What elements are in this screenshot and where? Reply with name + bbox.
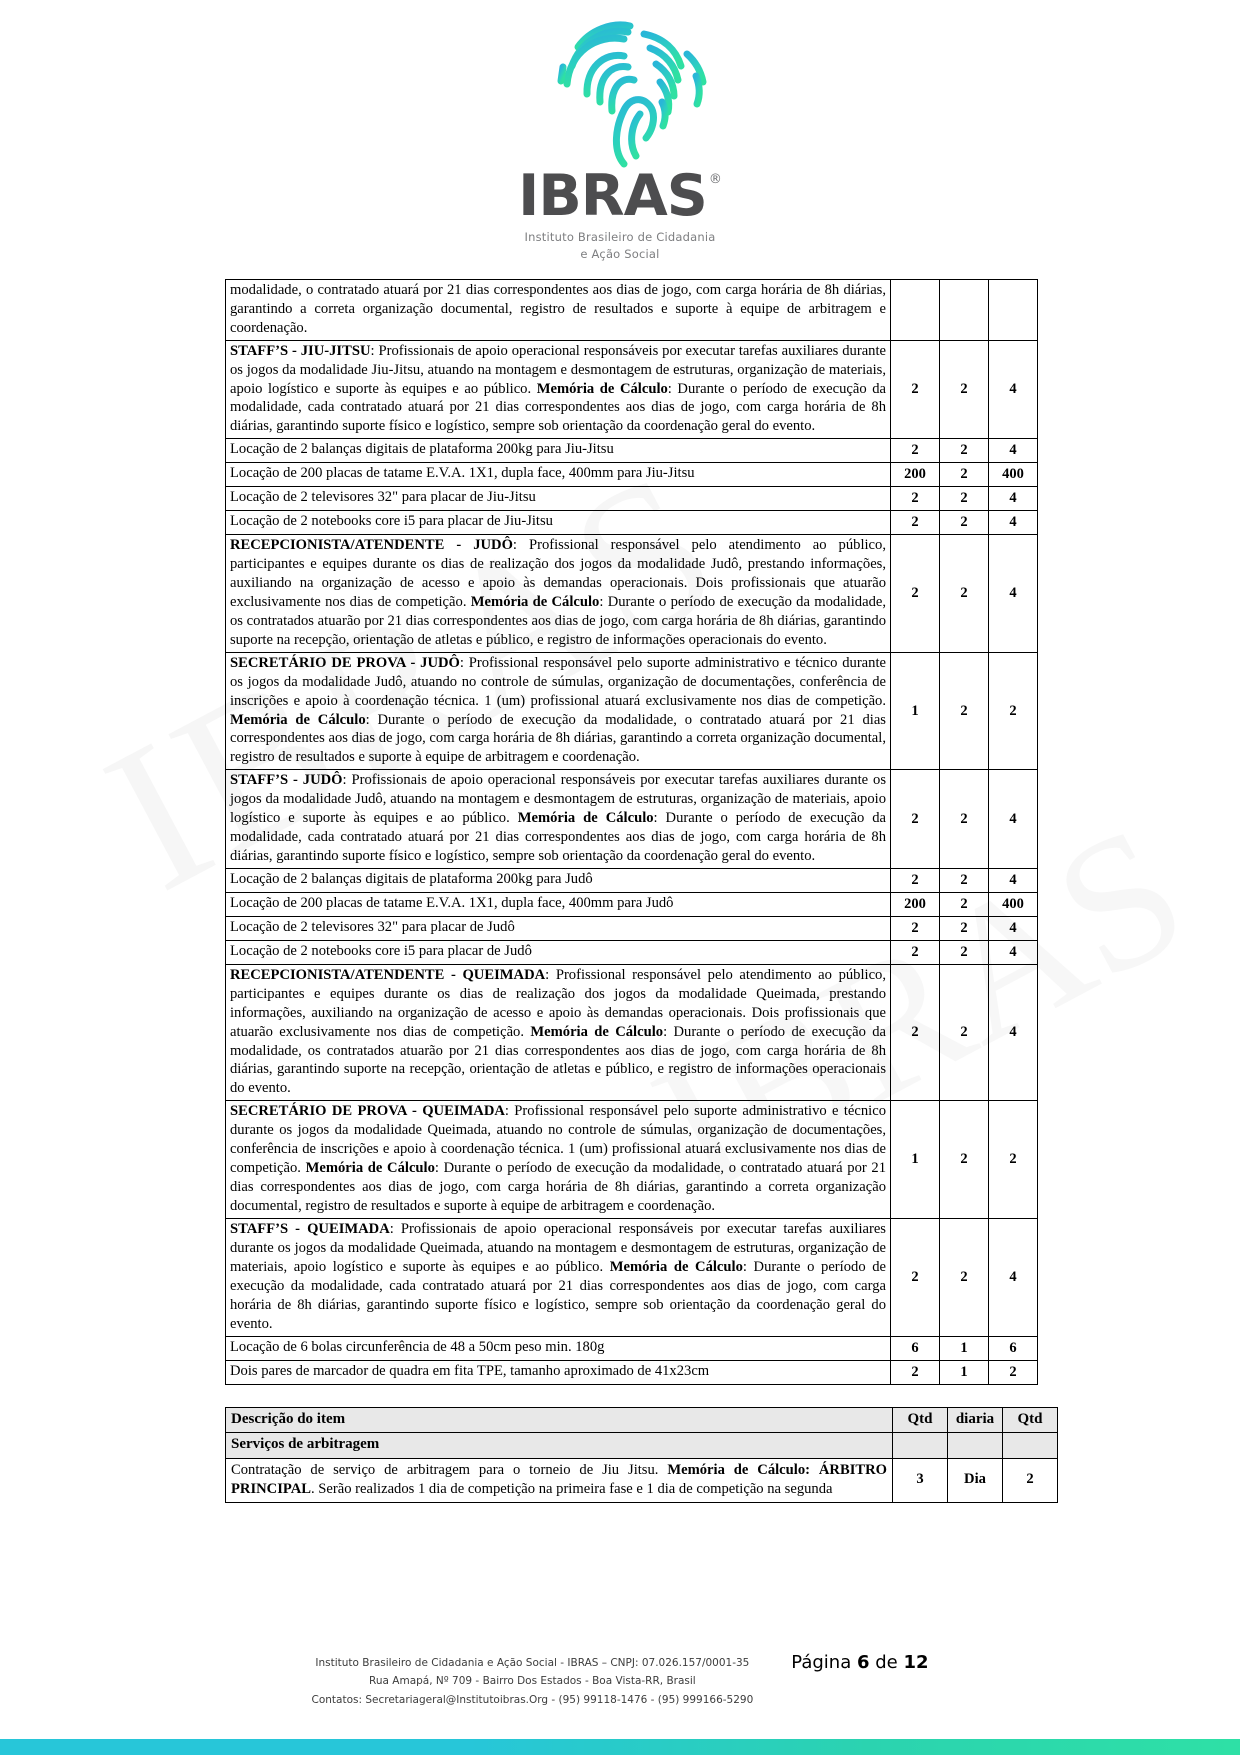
table-row (226, 340, 1038, 439)
item-description-cell: Locação de 200 placas de tatame E.V.A. 1X1, dupla face, 400mm para Jiu-Jitsu (226, 463, 891, 487)
brand-name: IBRAS (518, 163, 707, 229)
item-description-cell: Locação de 2 notebooks core i5 para placar de Jiu-Jitsu (226, 510, 891, 534)
arbitragem-table-head (226, 1407, 1058, 1433)
item-qtd-cell: 2 (891, 439, 940, 463)
page-total: 12 (903, 1651, 929, 1673)
item-description-cell: Locação de 2 balanças digitais de plataforma 200kg para Judô (226, 869, 891, 893)
table-row (226, 940, 1038, 964)
brand-subtitle-line2: e Ação Social (580, 246, 660, 261)
item-description-cell: Locação de 2 balanças digitais de plataforma 200kg para Jiu-Jitsu (226, 439, 891, 463)
item-total-cell: 4 (989, 869, 1038, 893)
item-diaria-cell: 1 (940, 1337, 989, 1361)
table-row (226, 439, 1038, 463)
arbitragem-description-cell: Contratação de serviço de arbitragem para o torneio de Jiu Jitsu. Memória de Cálculo: ÁRBITRO PRINCIPAL. Serão realizados 1 dia de competição na primeira fase e 1 dia de competição na segunda (226, 1458, 893, 1502)
brand-subtitle-line1: Instituto Brasileiro de Cidadania (524, 230, 716, 244)
item-qtd-cell: 200 (891, 463, 940, 487)
item-qtd-cell: 2 (891, 916, 940, 940)
table-gap (225, 1385, 1015, 1407)
item-total-cell: 400 (989, 463, 1038, 487)
page-middle: de (869, 1651, 904, 1673)
item-diaria-cell: 2 (940, 652, 989, 770)
footer-line-1: Instituto Brasileiro de Cidadania e Ação Social - IBRAS – CNPJ: 07.026.157/0001-35 (315, 1656, 750, 1669)
item-description-cell: modalidade, o contratado atuará por 21 dias correspondentes aos dias de jogo, com carga horária de 8h diárias, garantindo a correta organização documental, registro de resultados e suporte à equipe de arbitragem e coordenação. (226, 279, 891, 340)
item-qtd-cell: 6 (891, 1337, 940, 1361)
item-total-cell: 4 (989, 487, 1038, 511)
page-indicator (791, 1650, 928, 1673)
table-header-row (226, 1407, 1058, 1433)
item-diaria-cell: 2 (940, 487, 989, 511)
section-title-blank-cell (948, 1433, 1003, 1459)
item-qtd-cell: 2 (891, 770, 940, 869)
document-body (225, 263, 1043, 1503)
arbitragem-table-body (226, 1433, 1058, 1502)
item-total-cell: 400 (989, 893, 1038, 917)
item-description-cell: STAFF’S - JIU-JITSU: Profissionais de apoio operacional responsáveis por executar tarefas auxiliares durante os jogos da modalidade Jiu-Jitsu, atuando na montagem e desmontagem de estruturas, organização de materiais, apoio logístico e suporte às equipes e ao público. Memória de Cálculo: Durante o período de execução da modalidade, cada contratado atuará por 21 dias correspondentes aos dias de jogo, com carga horária de 8h diárias, garantindo suporte físico e logístico, sempre sob orientação da coordenação geral do evento. (226, 340, 891, 439)
item-description-cell: RECEPCIONISTA/ATENDENTE - JUDÔ: Profissional responsável pelo atendimento ao público, participantes e equipes durante os dias de realização dos jogos da modalidade Judô, prestando informações, auxiliando na organização de acesso e apoio às demandas operacionais. Dois profissionais que atuarão exclusivamente nos dias de competição. Memória de Cálculo: Durante o período de execução da modalidade, os contratados atuarão por 21 dias correspondentes aos dias de jogo, com carga horária de 8h diárias, garantindo suporte na recepção, orientação de atletas e público, e registro de informações operacionais do evento. (226, 534, 891, 652)
item-qtd-cell: 2 (891, 964, 940, 1101)
table-row (226, 534, 1038, 652)
item-diaria-cell: 2 (940, 869, 989, 893)
table-row (226, 893, 1038, 917)
item-qtd-cell: 2 (891, 1360, 940, 1384)
item-description-cell: RECEPCIONISTA/ATENDENTE - QUEIMADA: Profissional responsável pelo atendimento ao público, participantes e equipes durante os dias de realização dos jogos da modalidade Queimada, prestando informações, auxiliando na organização de acesso e apoio às demandas operacionais. Dois profissionais que atuarão exclusivamente nos dias de competição. Memória de Cálculo: Durante o período de execução da modalidade, os contratados atuarão por 21 dias correspondentes aos dias de jogo, com carga horária de 8h diárias, garantindo suporte na recepção, orientação de atletas e público, e registro de informações operacionais do evento. (226, 964, 891, 1101)
item-total-cell: 4 (989, 916, 1038, 940)
item-diaria-cell: 2 (940, 439, 989, 463)
item-description-cell: Locação de 6 bolas circunferência de 48 a 50cm peso min. 180g (226, 1337, 891, 1361)
item-qtd-cell: 2 (891, 510, 940, 534)
document-footer (0, 1650, 1240, 1709)
table-row (226, 1219, 1038, 1337)
item-description-cell: Locação de 200 placas de tatame E.V.A. 1X1, dupla face, 400mm para Judô (226, 893, 891, 917)
itens-table (225, 279, 1038, 1385)
item-diaria-cell: 2 (940, 1101, 989, 1219)
column-header-descricao: Descrição do item (226, 1407, 893, 1433)
item-total-cell: 2 (989, 1360, 1038, 1384)
item-total-cell: 4 (989, 439, 1038, 463)
page-number: 6 (856, 1651, 870, 1673)
item-qtd-cell: 1 (891, 1101, 940, 1219)
item-qtd-cell: 2 (891, 940, 940, 964)
arbitragem-qtd-cell: 3 (893, 1458, 948, 1502)
ibras-logo (518, 14, 722, 262)
arbitragem-table (225, 1407, 1058, 1503)
item-qtd-cell (891, 279, 940, 340)
table-row (226, 1337, 1038, 1361)
itens-table-body (226, 279, 1038, 1384)
table-row (226, 869, 1038, 893)
item-qtd-cell: 200 (891, 893, 940, 917)
item-diaria-cell: 2 (940, 770, 989, 869)
brand-wordmark-row (518, 163, 722, 229)
item-diaria-cell: 2 (940, 534, 989, 652)
item-total-cell: 4 (989, 510, 1038, 534)
item-qtd-cell: 1 (891, 652, 940, 770)
item-total-cell: 4 (989, 534, 1038, 652)
table-row (226, 279, 1038, 340)
table-row (226, 1360, 1038, 1384)
table-row (226, 1101, 1038, 1219)
item-description-cell: STAFF’S - QUEIMADA: Profissionais de apoio operacional responsáveis por executar tarefas auxiliares durante os jogos da modalidade Queimada, atuando na montagem e desmontagem de estruturas, organização de materiais, apoio logístico e suporte às equipes e ao público. Memória de Cálculo: Durante o período de execução da modalidade, cada contratado atuará por 21 dias correspondentes aos dias de jogo, com carga horária de 8h diárias, garantindo suporte físico e logístico, sempre sob orientação da coordenação geral do evento. (226, 1219, 891, 1337)
item-diaria-cell: 2 (940, 463, 989, 487)
section-title-row (226, 1433, 1058, 1459)
item-diaria-cell: 2 (940, 916, 989, 940)
page-prefix: Página (791, 1651, 857, 1673)
item-description-cell: STAFF’S - JUDÔ: Profissionais de apoio operacional responsáveis por executar tarefas auxiliares durante os jogos da modalidade Judô, atuando na montagem e desmontagem de estruturas, organização de materiais, apoio logístico e suporte às equipes e ao público. Memória de Cálculo: Durante o período de execução da modalidade, cada contratado atuará por 21 dias correspondentes aos dias de jogo, com carga horária de 8h diárias, garantindo suporte físico e logístico, sempre sob orientação da coordenação geral do evento. (226, 770, 891, 869)
item-diaria-cell: 2 (940, 510, 989, 534)
item-description-cell: Locação de 2 televisores 32" para placar de Judô (226, 916, 891, 940)
item-description-cell: SECRETÁRIO DE PROVA - QUEIMADA: Profissional responsável pelo suporte administrativo e técnico durante os jogos da modalidade Queimada, atuando no controle de súmulas, organização de documentações, conferência de inscrições e apoio à coordenação técnica. 1 (um) profissional atuará exclusivamente nos dias de competição. Memória de Cálculo: Durante o período de execução da modalidade, o contratado atuará por 21 dias correspondentes aos dias de jogo, com carga horária de 8h diárias, garantindo a correta organização documental, registro de resultados e suporte à equipe de arbitragem e coordenação. (226, 1101, 891, 1219)
section-title-cell: Serviços de arbitragem (226, 1433, 893, 1459)
fingerprint-icon (520, 14, 720, 174)
bottom-accent-bar (0, 1739, 1240, 1755)
table-row (226, 916, 1038, 940)
brand-subtitle (518, 229, 722, 262)
section-title-blank-cell (893, 1433, 948, 1459)
item-qtd-cell: 2 (891, 869, 940, 893)
table-row (226, 1458, 1058, 1502)
item-diaria-cell: 2 (940, 940, 989, 964)
item-qtd-cell: 2 (891, 340, 940, 439)
item-description-cell: Dois pares de marcador de quadra em fita TPE, tamanho aproximado de 41x23cm (226, 1360, 891, 1384)
item-diaria-cell: 2 (940, 893, 989, 917)
item-total-cell: 4 (989, 770, 1038, 869)
item-qtd-cell: 2 (891, 487, 940, 511)
registered-mark-icon: ® (708, 172, 722, 187)
arbitragem-total-cell: 2 (1003, 1458, 1058, 1502)
table-row (226, 964, 1038, 1101)
item-total-cell: 4 (989, 1219, 1038, 1337)
column-header-qtd: Qtd (893, 1407, 948, 1433)
column-header-qtd-total: Qtd (1003, 1407, 1058, 1433)
item-total-cell: 6 (989, 1337, 1038, 1361)
table-row (226, 463, 1038, 487)
item-diaria-cell (940, 279, 989, 340)
item-total-cell: 4 (989, 964, 1038, 1101)
table-row (226, 487, 1038, 511)
item-diaria-cell: 2 (940, 1219, 989, 1337)
item-diaria-cell: 2 (940, 340, 989, 439)
footer-line-3: Contatos: Secretariageral@Institutoibras.Org - (95) 99118-1476 - (95) 999166-5290 (311, 1693, 754, 1706)
item-description-cell: SECRETÁRIO DE PROVA - JUDÔ: Profissional responsável pelo suporte administrativo e técnico durante os jogos da modalidade Judô, atuando no controle de súmulas, organização de documentações, conferência de inscrições e apoio à coordenação técnica. 1 (um) profissional atuará exclusivamente nos dias de competição. Memória de Cálculo: Durante o período de execução da modalidade, o contratado atuará por 21 dias correspondentes aos dias de jogo, com carga horária de 8h diárias, garantindo a correta organização documental, registro de resultados e suporte à equipe de arbitragem e coordenação. (226, 652, 891, 770)
item-description-cell: Locação de 2 notebooks core i5 para placar de Judô (226, 940, 891, 964)
item-description-cell: Locação de 2 televisores 32" para placar de Jiu-Jitsu (226, 487, 891, 511)
item-diaria-cell: 2 (940, 964, 989, 1101)
table-row (226, 652, 1038, 770)
item-total-cell: 2 (989, 652, 1038, 770)
document-header (0, 0, 1240, 263)
item-qtd-cell: 2 (891, 534, 940, 652)
item-total-cell (989, 279, 1038, 340)
table-row (226, 770, 1038, 869)
footer-line-2: Rua Amapá, Nº 709 - Bairro Dos Estados - Boa Vista-RR, Brasil (369, 1675, 696, 1688)
item-total-cell: 4 (989, 940, 1038, 964)
footer-contact-block (311, 1650, 753, 1709)
section-title-blank-cell (1003, 1433, 1058, 1459)
item-total-cell: 4 (989, 340, 1038, 439)
item-diaria-cell: 1 (940, 1360, 989, 1384)
table-row (226, 510, 1038, 534)
column-header-diaria: diaria (948, 1407, 1003, 1433)
item-total-cell: 2 (989, 1101, 1038, 1219)
item-qtd-cell: 2 (891, 1219, 940, 1337)
arbitragem-diaria-cell: Dia (948, 1458, 1003, 1502)
